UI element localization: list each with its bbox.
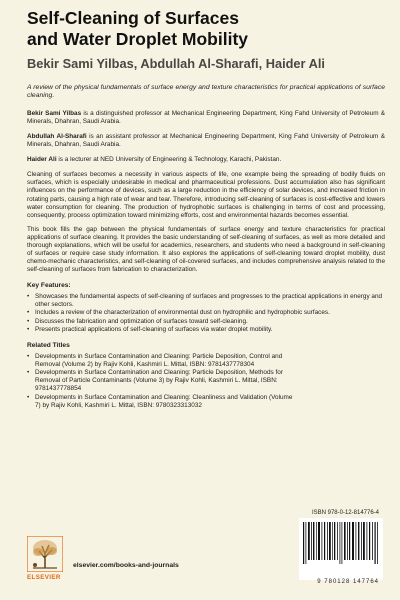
bio-name: Haider Ali bbox=[27, 156, 57, 164]
related-titles-heading: Related Titles bbox=[27, 342, 70, 350]
bio-2 bbox=[27, 133, 385, 149]
bio-name: Abdullah Al-Sharafi bbox=[27, 133, 87, 140]
publisher-url[interactable]: elsevier.com/books-and-journals bbox=[73, 562, 179, 569]
key-features-list bbox=[27, 293, 385, 335]
bio-text: is a lecturer at NED University of Engineering & Technology, Karachi, Pakistan. bbox=[56, 156, 282, 164]
title-line-1: Self-Cleaning of Surfaces bbox=[27, 8, 239, 28]
bio-text: is an assistant professor at Mechanical Engineering Department, King Fahd University of Petroleum & Minerals, Dhahran, Saudi Arabia. bbox=[27, 133, 385, 149]
bio-name: Bekir Sami Yilbas bbox=[27, 109, 82, 117]
key-feature-item: • Showcases the fundamental aspects of self-cleaning of surfaces and progresses to the practical applications in energy and other sectors. bbox=[35, 293, 385, 309]
description-paragraph-1: Cleaning of surfaces becomes a necessity in various aspects of life, one example being the spreading of bodily fluids on surfaces, which is especially undesirable in medical and pharmaceutical professions. Dust accumulation also has significant influences on the performance of devices, such as a large reduction in the efficiency of solar devices, and increased friction in rotating parts, causing a high rate of wear and tear. Therefore, introducing self-cleaning of surfaces is cost-effective and lowers water consumption for cleaning. The production of hydrophobic surfaces is challenging in terms of cost and processing, consequently, process optimization toward minimizing efforts, cost and environmental hazards becomes essential. bbox=[27, 171, 385, 219]
related-title-item: • Developments in Surface Contamination and Cleaning: Particle Deposition, Control and Removal (Volume 2) by Rajiv Kohli, Kashmiri L. Mittal, ISBN: 9781437778304 bbox=[35, 353, 297, 369]
related-titles-list bbox=[27, 353, 297, 411]
book-title bbox=[27, 8, 387, 50]
tagline: A review of the physical fundamentals of surface energy and texture characteristics for practical applications of surface cleaning. bbox=[27, 84, 385, 100]
related-title-item: • Developments in Surface Contamination and Cleaning: Particle Deposition, Methods for Removal of Particle Contaminants (Volume 3) by Rajiv Kohli, Kashmiri L. Mittal, ISBN: 9781437778854 bbox=[35, 369, 297, 393]
title-line-2: and Water Droplet Mobility bbox=[27, 29, 249, 49]
elsevier-tree-logo bbox=[27, 536, 63, 572]
key-feature-item: • Presents practical applications of self-cleaning of surfaces via water droplet mobility. bbox=[35, 326, 385, 334]
isbn-barcode bbox=[299, 518, 383, 580]
description-paragraph-2: This book fills the gap between the physical fundamentals of surface energy and texture characteristics for practical applications of surface cleaning. It provides the basic understanding of self-cleaning of surfaces, as well as more detailed and thorough explanations, which will be useful for academics, researchers, and students who need a background in self-cleaning of surfaces or require case study information. It also explores the applications of self-cleaning toward droplet mobility, dust chemo-mechanic characteristics, and self-cleaning of oil-covered surfaces, and includes comprehensive analysis related to the self-cleaning of surfaces from fabrication to characterization. bbox=[27, 225, 385, 274]
publisher-name: ELSEVIER bbox=[27, 574, 61, 581]
cover-footer bbox=[27, 510, 387, 596]
key-feature-item: • Includes a review of the characterization of environmental dust on hydrophilic and hydrophobic surfaces. bbox=[35, 309, 385, 317]
bio-3 bbox=[27, 156, 385, 164]
related-title-item: • Developments in Surface Contamination and Cleaning: Cleanliness and Validation (Volume 7) by Rajiv Kohli, Kashmiri L. Mittal, ISBN: 9780323313032 bbox=[35, 394, 297, 410]
authors: Bekir Sami Yilbas, Abdullah Al-Sharafi, Haider Ali bbox=[27, 56, 325, 71]
cover-text bbox=[27, 84, 385, 411]
barcode-number: 9 780128 147764 bbox=[317, 579, 379, 585]
bio-text: is a distinguished professor at Mechanical Engineering Department, King Fahd University of Petroleum & Minerals, Dhahran, Saudi Arabia. bbox=[27, 109, 385, 125]
key-feature-item: • Discusses the fabrication and optimization of surfaces toward self-cleaning. bbox=[35, 318, 385, 326]
key-features-heading: Key Features: bbox=[27, 282, 71, 290]
isbn-label: ISBN 978-0-12-814776-4 bbox=[311, 510, 379, 516]
bio-1 bbox=[27, 110, 385, 126]
